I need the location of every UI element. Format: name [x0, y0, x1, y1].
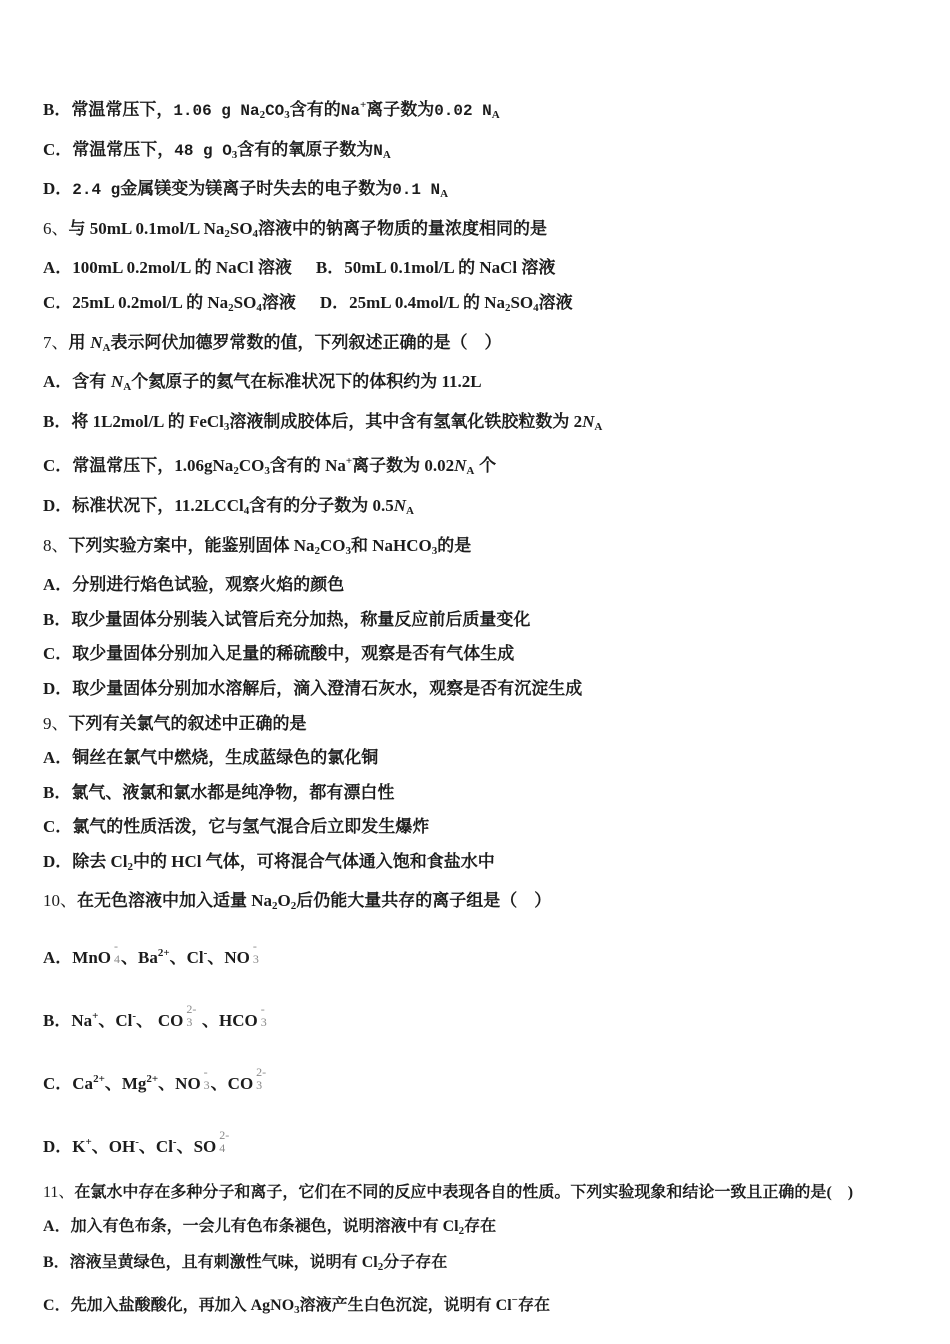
cn-run: 含有的氧原子数为	[237, 139, 374, 159]
cn-run: 表示阿伏加德罗常数的值，下列叙述正确的是（ ）	[110, 332, 502, 352]
cn-run: ．先加入盐酸酸化，再加入	[54, 1296, 247, 1314]
cn-run: 溶液产生白色沉淀，说明有	[299, 1296, 492, 1314]
sub-run: 3	[294, 1303, 300, 1316]
lat-run: HCl	[167, 851, 206, 871]
lat-run: SO	[510, 292, 534, 312]
lat-run: Cl	[115, 1011, 133, 1031]
sub-run: 2	[504, 301, 511, 314]
cn-run: ．含有	[55, 372, 112, 392]
cn-run: 、	[176, 1137, 194, 1157]
cn-run: 离子数为	[352, 456, 421, 476]
cn-run: 、	[197, 1011, 220, 1031]
lat-run: C	[43, 1296, 55, 1314]
lat-run: Cl	[155, 1137, 173, 1157]
cn-run: 下列实验方案中，能鉴别固体	[68, 535, 290, 555]
cn-run: 、	[98, 1011, 116, 1031]
q5-option-b	[43, 88, 910, 133]
sub-run: 2	[233, 465, 239, 478]
cn-run: 离子数为	[366, 100, 435, 119]
ion-subscript: 3	[186, 1015, 193, 1030]
cn-run: 溶液中的钠离子物质的量浓度相同的是	[258, 218, 548, 238]
lat-run: C	[43, 292, 56, 312]
lat-run: Na	[203, 292, 229, 312]
lat-run: SO	[233, 292, 257, 312]
q8-option-c	[43, 637, 910, 672]
i-run: N	[111, 372, 124, 392]
cn-run: 在氯水中存在多种分子和离子，它们在不同的反应中表现各自的性质。下列实验现象和结论一致且正确的是	[74, 1184, 827, 1202]
lat-run: A	[43, 258, 56, 278]
ion-subscript: 3	[260, 1015, 267, 1030]
cn-run: 与	[68, 218, 86, 238]
lat-run: NO	[175, 1074, 201, 1094]
sup-run: -	[135, 1136, 139, 1149]
q7-option-a	[43, 365, 910, 405]
q6-options-c-d	[43, 286, 910, 326]
q10-option-d	[43, 1113, 910, 1176]
sub-run: A	[466, 465, 475, 478]
lat-run: Na	[247, 891, 273, 911]
cn-run: 用	[68, 332, 91, 352]
cn-run: ．	[55, 258, 73, 278]
ion-charge-stack	[219, 1129, 229, 1155]
sub-run: A	[382, 148, 391, 161]
cn-run: 、	[121, 948, 139, 968]
q7-option-c	[43, 444, 910, 489]
cn-run: ．加入有色布条，一会儿有色布条褪色，说明溶液中有	[54, 1217, 439, 1235]
sub-run: A	[406, 504, 414, 517]
cn-run: 存在	[464, 1217, 497, 1235]
lat-run: Cl	[106, 851, 128, 871]
ion-charge-stack	[204, 1066, 210, 1092]
lat-run: A	[43, 1217, 55, 1235]
lat-run: Mg	[121, 1074, 147, 1094]
lat-run: 2	[569, 411, 583, 431]
cn-run: ．氯气的性质活泼，它与氢气混合后立即发生爆炸	[55, 817, 430, 837]
ion-charge: -	[114, 939, 119, 954]
lat-run: Cl	[491, 1296, 512, 1314]
lat-run: Cl	[438, 1217, 459, 1235]
cn-run: ．溶液呈黄绿色，且有刺激性气味，说明有	[53, 1254, 358, 1272]
lat-run: CO	[227, 1074, 254, 1094]
cn-run: 的是	[437, 535, 472, 555]
cn-run: 、	[104, 1074, 122, 1094]
cn-run: ．	[54, 1011, 72, 1031]
cn-run: 含有的分子数为	[249, 495, 369, 515]
ion-charge-stack	[186, 1003, 196, 1029]
q10-option-a	[43, 924, 910, 987]
lat-run: D	[43, 851, 56, 871]
ion-charge: -	[260, 1002, 265, 1017]
lat-run: B	[43, 609, 55, 629]
qn-run: 6、	[43, 218, 69, 238]
cn-run: ．	[55, 948, 73, 968]
cn-run: 气体，可将混合气体通入饱和食盐水中	[205, 851, 495, 871]
lat-run: 50mL 0.1mol/L	[344, 258, 459, 278]
q7-option-d	[43, 489, 910, 529]
sup-run: +	[92, 1010, 99, 1023]
sub-run: 2	[314, 544, 321, 557]
i-run: N	[454, 456, 467, 476]
sub-run: 2	[272, 900, 278, 913]
lat-run: 11.2LCCl	[174, 495, 244, 515]
cn-run: 溶液	[521, 258, 556, 278]
lat-run: CO	[320, 535, 346, 555]
sub-run: A	[491, 109, 500, 121]
i-run: N	[582, 411, 595, 431]
sub-run: A	[102, 341, 111, 354]
lat-run: SO	[229, 218, 253, 238]
q8-option-d	[43, 672, 910, 707]
sup-run: +	[345, 455, 353, 468]
q7-option-b	[43, 405, 910, 445]
lat-run: 1L2mol/L	[88, 411, 168, 431]
ion-subscript: 3	[203, 1078, 210, 1093]
mono-run: 0.1 N	[392, 181, 441, 200]
lat-run: A	[43, 372, 56, 392]
sub-run: 4	[252, 227, 259, 240]
mono-run: Na	[340, 102, 360, 120]
cn-run: 中的	[133, 851, 168, 871]
cn-run: 溶液	[261, 292, 296, 312]
mono-run: 2.4 g	[72, 181, 121, 200]
sub-run: A	[440, 188, 449, 201]
qn-run: 10、	[43, 891, 77, 911]
ion-charge-stack	[114, 940, 120, 966]
cn-run: 个	[474, 456, 497, 476]
lat-run: CO	[238, 456, 265, 476]
sup-run: -	[172, 1136, 177, 1149]
cn-run: ．	[332, 292, 350, 312]
q10-option-b	[43, 987, 910, 1050]
cn-run: 含有的	[269, 456, 321, 476]
lat-run: HCO	[219, 1011, 258, 1031]
q9-option-b	[43, 776, 910, 811]
cn-run: ．	[55, 292, 73, 312]
sup-run: -	[132, 1010, 137, 1023]
ion-charge: -	[252, 939, 257, 954]
lat-run: 0.02	[420, 456, 455, 476]
qn-run: 8、	[43, 535, 69, 555]
cn-run: ．	[55, 179, 73, 199]
lat-run: B	[43, 782, 55, 802]
lat-run: 25mL 0.4mol/L	[349, 292, 463, 312]
lat-run: 50mL 0.1mol/L Na	[85, 218, 225, 238]
question-7-title	[43, 326, 910, 366]
lat-run: D	[319, 292, 333, 312]
lat-run: NaCl	[211, 258, 258, 278]
cn-run: ．常温常压下，	[54, 100, 174, 119]
sub-run: 2	[224, 227, 230, 240]
q11-option-c	[43, 1284, 910, 1327]
cn-run: 、	[138, 1137, 156, 1157]
cn-run: 、	[210, 1074, 228, 1094]
q10-option-c	[43, 1050, 910, 1113]
qn-run: 11、	[43, 1184, 75, 1202]
question-8-title	[43, 529, 910, 569]
lat-run: SO	[193, 1137, 217, 1157]
ion-subscript: 4	[219, 1141, 226, 1156]
cn-run: 溶液制成胶体后，其中含有氢氧化铁胶粒数为	[229, 411, 570, 431]
sub-run: 2	[458, 1224, 465, 1237]
qn-run: 9、	[43, 713, 69, 733]
sup-run: 2+	[157, 947, 170, 960]
lat-run: AgNO	[246, 1296, 295, 1314]
cn-run: 后仍能大量共存的离子组是（ ）	[296, 891, 552, 911]
cn-run: ．	[55, 1074, 73, 1094]
ion-subscript: 3	[256, 1078, 263, 1093]
lat-run: C	[43, 139, 56, 159]
cn-run: 、	[91, 1137, 109, 1157]
cn-run: 、	[158, 1074, 176, 1094]
mono-run: 1.06 g Na	[173, 102, 260, 120]
lat-run: 25mL 0.2mol/L	[72, 292, 187, 312]
q11-option-b	[43, 1247, 910, 1284]
sub-run: 3	[264, 465, 270, 478]
q8-option-b	[43, 603, 910, 638]
ion-charge: 2-	[219, 1128, 230, 1143]
cn-run: ．将	[54, 411, 89, 431]
lat-run: Na	[71, 1011, 93, 1031]
sup-run: +	[359, 99, 367, 111]
q6-options-a-b	[43, 251, 910, 286]
lat-run: B	[315, 258, 328, 278]
cn-run: 和	[351, 535, 369, 555]
cn-run: 存在	[517, 1296, 550, 1314]
cn-run: 、	[136, 1011, 158, 1031]
lat-run: Ca	[72, 1074, 94, 1094]
lat-run: A	[43, 748, 56, 768]
ion-charge: 2-	[186, 1002, 197, 1017]
lat-run: FeCl	[184, 411, 224, 431]
q5-option-c	[43, 133, 910, 173]
lat-run: 0.5	[368, 495, 394, 515]
sub-run: 4	[533, 301, 539, 314]
sup-run: 2+	[146, 1073, 159, 1086]
ion-charge-stack	[261, 1003, 267, 1029]
lat-run: Cl	[357, 1254, 378, 1272]
sub-run: 3	[284, 109, 290, 121]
lat-run: D	[43, 495, 56, 515]
q5-option-d	[43, 172, 910, 212]
lat-run: OH	[108, 1137, 136, 1157]
cn-run: 的	[462, 292, 480, 312]
ion-subscript: 3	[252, 952, 259, 967]
lat-run: Na	[289, 535, 315, 555]
cn-run: ．取少量固体分别装入试管后充分加热，称量反应前后质量变化	[54, 609, 531, 629]
document-lines	[43, 88, 910, 1326]
lat-run: D	[43, 1137, 56, 1157]
ion-charge-stack	[256, 1066, 266, 1092]
mono-run: CO	[265, 102, 285, 120]
cn-run: 的	[458, 258, 476, 278]
cn-run: 溶液	[257, 258, 292, 278]
sub-run: 2	[377, 1261, 384, 1274]
qn-run: 7、	[43, 332, 69, 352]
cn-run: ．	[55, 1137, 73, 1157]
lat-run: NaCl	[475, 258, 522, 278]
cn-run: ．取少量固体分别加入足量的稀硫酸中，观察是否有气体生成	[55, 644, 515, 664]
lat-run: 100mL 0.2mol/L	[72, 258, 195, 278]
lat-run: A	[43, 948, 56, 968]
cn-run: 个氦原子的氦气在标准状况下的体积约为	[131, 372, 438, 392]
cn-run: 的	[167, 411, 185, 431]
lat-run: 1.06gNa	[174, 456, 234, 476]
lat-run: 11.2L	[437, 372, 482, 392]
sub-run: 2	[127, 860, 134, 873]
sub-run: 2	[259, 109, 266, 121]
question-10-title	[43, 884, 910, 924]
ion-charge-stack	[253, 940, 259, 966]
sup-run: +	[85, 1136, 92, 1149]
cn-run: 含有的	[289, 100, 341, 119]
lat-run: Na	[320, 456, 346, 476]
cn-run: ．标准状况下，	[55, 495, 175, 515]
sub-run: 3	[345, 544, 352, 557]
cn-run: ．除去	[55, 851, 107, 871]
lat-run: Cl	[186, 948, 204, 968]
q9-option-a	[43, 741, 910, 776]
sub-run: 3	[231, 148, 238, 161]
lat-run: C	[43, 456, 56, 476]
sup-run: 2+	[93, 1073, 105, 1086]
sub-run: A	[123, 381, 132, 394]
cn-run: 下列有关氯气的叙述中正确的是	[68, 713, 307, 733]
lat-run: D	[43, 179, 56, 199]
q9-option-d	[43, 845, 910, 885]
lat-run: C	[43, 817, 56, 837]
lat-run: A	[43, 575, 56, 595]
ion-charge: -	[203, 1065, 208, 1080]
lat-run: D	[43, 678, 56, 698]
lat-run: B	[43, 1254, 54, 1272]
ion-charge: 2-	[256, 1065, 267, 1080]
sub-run: A	[594, 420, 603, 433]
sub-run: 2	[228, 301, 234, 314]
sub-run: 4	[256, 301, 262, 314]
cn-run: 的	[194, 258, 212, 278]
cn-run: 在无色溶液中加入适量	[77, 891, 247, 911]
sub-run: 2	[290, 900, 297, 913]
sup-run: -	[203, 947, 208, 960]
lat-run: NO	[224, 948, 250, 968]
lat-run: C	[43, 1074, 56, 1094]
cn-run: ．常温常压下，	[55, 139, 175, 159]
q11-option-a	[43, 1211, 910, 1248]
mono-run: N	[373, 141, 383, 160]
question-9-title	[43, 707, 910, 742]
question-6-title	[43, 212, 910, 252]
lat-run: ( )	[826, 1184, 854, 1202]
ion-subscript: 4	[114, 952, 121, 967]
lat-run: Na	[479, 292, 505, 312]
cn-run: ．	[327, 258, 345, 278]
mono-run: 0.02 N	[434, 102, 492, 120]
cn-run: 、	[169, 948, 187, 968]
lat-run: MnO	[72, 948, 112, 968]
cn-run: ．常温常压下，	[55, 456, 175, 476]
cn-run: 的	[186, 292, 204, 312]
q8-option-a	[43, 568, 910, 603]
sup-run: −	[511, 1293, 518, 1306]
cn-run: ．铜丝在氯气中燃烧，生成蓝绿色的氯化铜	[55, 748, 379, 768]
cn-run: ．取少量固体分别加水溶解后，滴入澄清石灰水，观察是否有沉淀生成	[55, 678, 583, 698]
sub-run: 4	[243, 504, 250, 517]
lat-run: C	[43, 644, 56, 664]
lat-run: K	[72, 1137, 86, 1157]
lat-run: NaHCO	[368, 535, 432, 555]
lat-run: B	[43, 1011, 55, 1031]
cn-run: 溶液	[538, 292, 573, 312]
cn-run: 金属镁变为镁离子时失去的电子数为	[120, 179, 393, 199]
lat-run: Ba	[138, 948, 158, 968]
lat-run: B	[43, 411, 55, 431]
lat-run: B	[43, 100, 55, 119]
i-run: N	[90, 332, 103, 352]
sub-run: 3	[223, 420, 230, 433]
cn-run: ．分别进行焰色试验，观察火焰的颜色	[55, 575, 345, 595]
cn-run: 分子存在	[383, 1254, 448, 1272]
cn-run: 、	[207, 948, 225, 968]
q9-option-c	[43, 810, 910, 845]
lat-run: CO	[157, 1011, 184, 1031]
i-run: N	[393, 495, 406, 515]
lat-run: O	[277, 891, 291, 911]
question-11-title	[43, 1176, 910, 1211]
mono-run: 48 g O	[174, 141, 232, 160]
cn-run: ．氯气、液氯和氯水都是纯净物，都有漂白性	[54, 782, 395, 802]
sub-run: 3	[431, 544, 438, 557]
